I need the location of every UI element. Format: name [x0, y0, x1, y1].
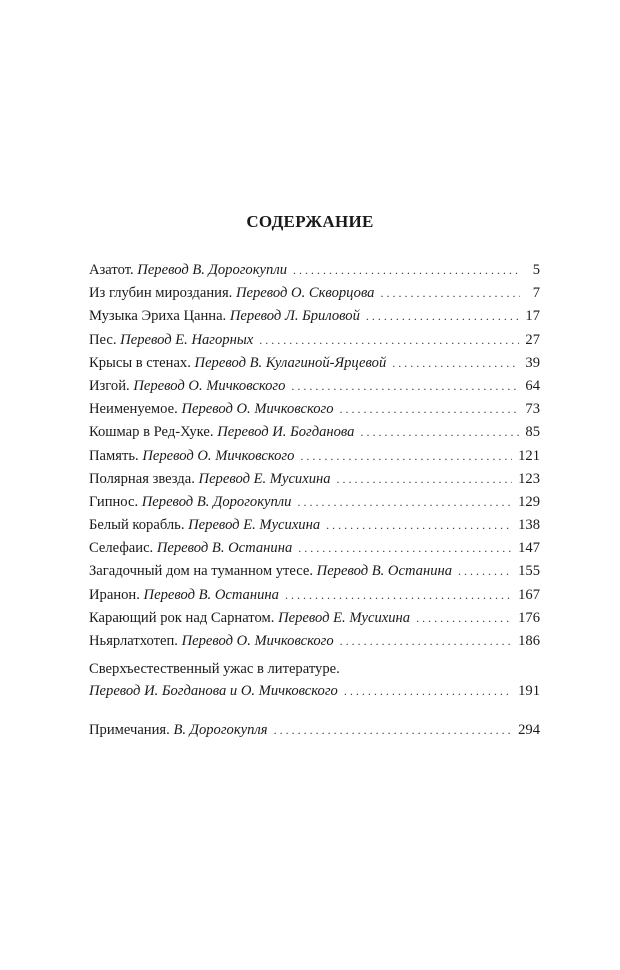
toc-entry-page: 39 — [525, 354, 540, 371]
dot-leader — [291, 379, 519, 394]
toc-entry — [89, 448, 540, 471]
toc-entry — [89, 378, 540, 401]
toc-entry-title: Полярная звезда. Перевод Е. Мусихина — [89, 470, 331, 487]
toc-entry-title: Ньярлатхотеп. Перевод О. Мичковского — [89, 633, 334, 649]
toc-entry-title: Карающий рок над Сарнатом. Перевод Е. Мусихина — [89, 609, 411, 626]
toc-entry-page: 191 — [518, 683, 540, 700]
toc-entry-essay — [89, 661, 540, 706]
dot-leader — [300, 449, 512, 464]
toc-entry-title: Гипнос. Перевод В. Дорогокупли — [89, 493, 292, 510]
toc-entry-title: Изгой. Перевод О. Мичковского — [89, 377, 286, 394]
toc-entry — [89, 587, 540, 610]
toc-entry-page: 123 — [518, 470, 540, 487]
dot-leader — [298, 541, 512, 556]
dot-leader — [293, 263, 520, 278]
toc-entry-title: Примечания. В. Дорогокупля — [89, 722, 268, 739]
toc-entry-page: 64 — [525, 377, 540, 394]
toc-entry-title: Кошмар в Ред-Хуке. Перевод И. Богданова — [89, 424, 355, 441]
toc-entry-title: Из глубин мироздания. Перевод О. Скворцова — [89, 285, 375, 302]
toc-entry — [89, 563, 540, 586]
toc-entry-page: 129 — [518, 493, 540, 510]
toc-entry-title: Крысы в стенах. Перевод В. Кулагиной-Ярцевой — [89, 354, 387, 371]
dot-leader — [344, 684, 512, 699]
toc-entry — [89, 517, 540, 540]
dot-leader — [392, 356, 519, 371]
dot-leader — [340, 402, 520, 417]
toc-entry-title: Музыка Эриха Цанна. Перевод Л. Бриловой — [89, 308, 360, 325]
toc-entry-title: Сверхъестественный ужас в литературе. — [89, 661, 340, 678]
toc-entry-title: Память. Перевод О. Мичковского — [89, 447, 295, 464]
toc-entries — [89, 262, 540, 656]
toc-entry — [89, 540, 540, 563]
toc-entry — [89, 424, 540, 447]
toc-entry-page: 176 — [518, 609, 540, 626]
toc-entry-translator: Перевод И. Богданова и О. Мичковского — [89, 683, 338, 700]
toc-entry-page: 147 — [518, 540, 540, 557]
dot-leader — [285, 588, 512, 603]
toc-entry-page: 85 — [525, 424, 540, 441]
dot-leader — [380, 286, 520, 301]
toc-entry-page: 167 — [518, 586, 540, 603]
dot-leader — [340, 634, 512, 649]
toc-entry-title: Белый корабль. Перевод Е. Мусихина — [89, 517, 321, 534]
toc-entry-page: 73 — [525, 401, 540, 418]
toc-entry — [89, 633, 540, 656]
toc-entry-page: 138 — [518, 517, 540, 534]
toc-entry-title: Селефаис. Перевод В. Останина — [89, 540, 293, 557]
dot-leader — [458, 564, 512, 579]
dot-leader — [297, 495, 512, 510]
toc-entry — [89, 471, 540, 494]
page-title: СОДЕРЖАНИЕ — [246, 212, 374, 231]
toc-entry-title: Пес. Перевод Е. Нагорных — [89, 331, 254, 348]
toc-entry — [89, 610, 540, 633]
toc-entry-page: 17 — [525, 308, 540, 325]
dot-leader — [337, 472, 513, 487]
toc-entry-page: 155 — [518, 563, 540, 580]
toc-entry — [89, 285, 540, 308]
toc-entry-page: 27 — [525, 331, 540, 348]
toc-entry-page: 5 — [532, 262, 540, 278]
dot-leader — [416, 611, 512, 626]
toc-entry-second-line — [89, 683, 540, 706]
dot-leader — [259, 333, 519, 348]
toc-entry-title: Иранон. Перевод В. Останина — [89, 586, 279, 603]
toc-entry — [89, 494, 540, 517]
toc-entry — [89, 355, 540, 378]
toc-entry-page: 186 — [518, 633, 540, 649]
dot-leader — [274, 723, 513, 738]
toc-entry — [89, 262, 540, 285]
toc-entry-title: Неименуемое. Перевод О. Мичковского — [89, 401, 334, 418]
toc-entry — [89, 332, 540, 355]
toc-entry — [89, 401, 540, 424]
table-of-contents — [89, 262, 540, 746]
toc-entry-notes — [89, 722, 540, 745]
toc-entry-title: Азатот. Перевод В. Дорогокупли — [89, 262, 287, 278]
dot-leader — [366, 309, 520, 324]
toc-entry-title: Загадочный дом на туманном утесе. Перевод В. Останина — [89, 563, 453, 580]
toc-entry — [89, 308, 540, 331]
toc-entry-page: 121 — [518, 447, 540, 464]
dot-leader — [360, 425, 519, 440]
dot-leader — [326, 518, 512, 533]
toc-entry-page: 294 — [518, 722, 540, 739]
toc-entry-page: 7 — [532, 285, 540, 302]
